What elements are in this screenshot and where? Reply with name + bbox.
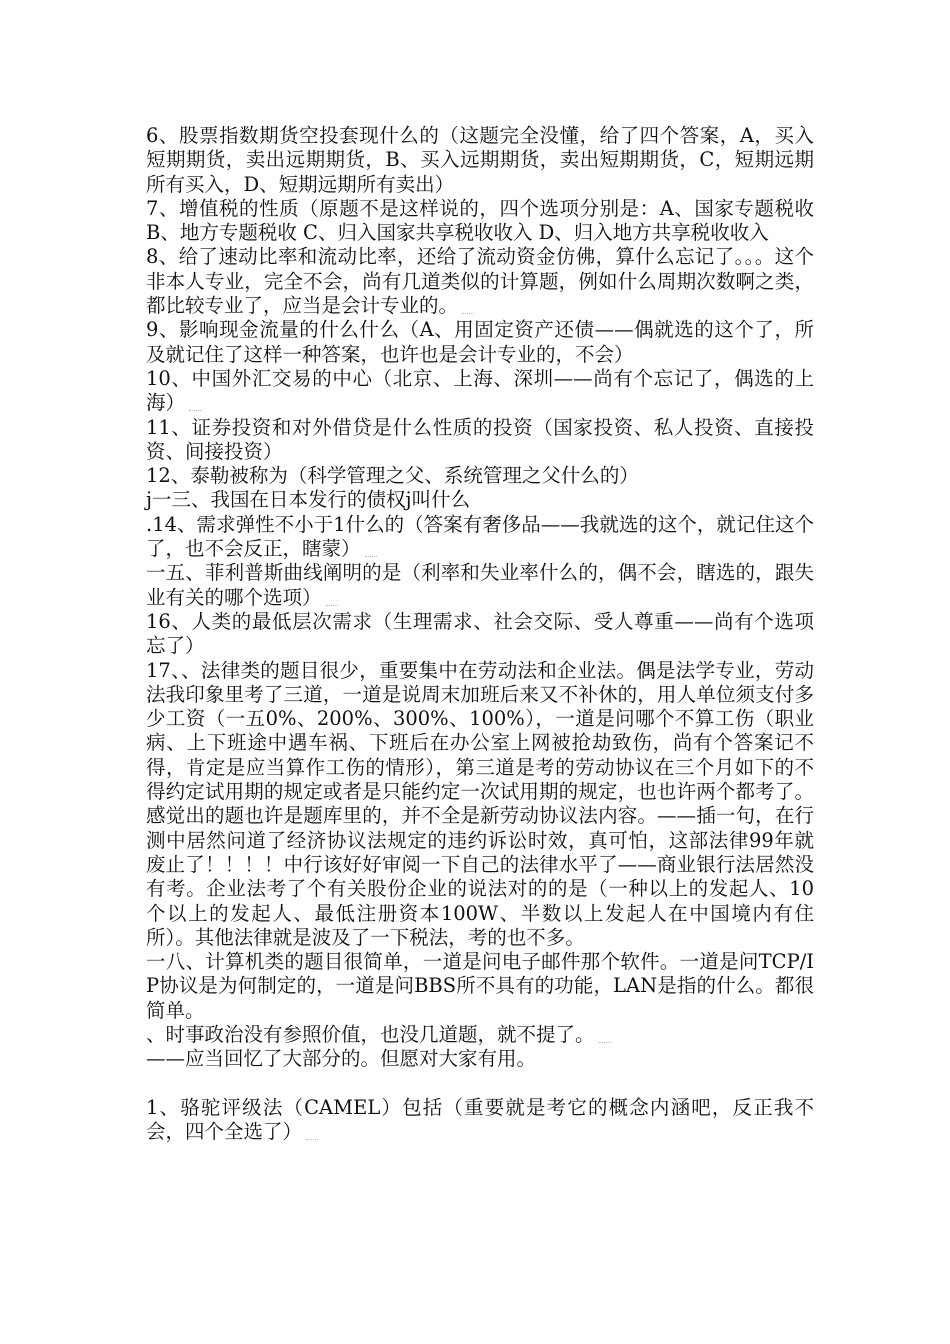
paragraph-q11: [146, 416, 814, 465]
paragraph-end-mark: [462, 312, 474, 314]
paragraph-q8: [146, 245, 814, 318]
paragraph-q9: [146, 318, 814, 367]
paragraph-q7: [146, 197, 814, 246]
paragraph-q12: [146, 464, 814, 488]
paragraph-text: .14、需求弹性不小于1什么的（答案有奢侈品——我就选的这个，就记住这个了，也不会反正，瞎蒙）: [146, 512, 814, 561]
paragraph-text: 7、增值税的性质（原题不是这样说的，四个选项分别是：A、国家专题税收 B、地方专题税收 C、归入国家共享税收收入 D、归入地方共享税收收入: [146, 196, 814, 245]
paragraph-camel: [146, 1096, 814, 1145]
blank-line: [146, 1072, 814, 1096]
paragraph-q15: [146, 561, 814, 610]
paragraph-text: j一三、我国在日本发行的债权j叫什么: [146, 488, 471, 512]
paragraph-end-mark: [326, 604, 338, 606]
paragraph-text: 12、泰勒被称为（科学管理之父、系统管理之父什么的）: [146, 464, 639, 488]
paragraph-text: 10、中国外汇交易的中心（北京、上海、深圳——尚有个忘记了，偶选的上海）: [146, 366, 814, 415]
paragraph-q10: [146, 367, 814, 416]
paragraph-q6: [146, 124, 814, 197]
paragraph-q13: [146, 488, 814, 512]
paragraph-politics: [146, 1023, 814, 1047]
document-body: [146, 124, 814, 1144]
paragraph-text: 11、证券投资和对外借贷是什么性质的投资（国家投资、私人投资、直接投资、间接投资）: [146, 415, 814, 463]
paragraph-q17: [146, 659, 814, 951]
paragraph-q18: [146, 950, 814, 1023]
paragraph-closing: [146, 1047, 814, 1071]
paragraph-end-mark: [599, 1041, 611, 1043]
paragraph-text: 17、、法律类的题目很少，重要集中在劳动法和企业法。偶是法学专业，劳动法我印象里考了三道，一道是说周末加班后来又不补休的，用人单位须支付多少工资（一五0%、200%、300%、100%），一道是问哪个不算工伤（职业病、上下班途中遇车祸、下班后在办公室上网被抢劫致伤，尚有个答案记不得，肯定是应当算作工伤的情形），第三道是考的劳动协议在三个月如下的不得约定试用期的规定或者是只能约定一次试用期的规定，也也许两个都考了。感觉出的题也许是题库里的，并不全是新劳动协议法内容。——插一句，在行测中居然问道了经济协议法规定的违约诉讼时效，真可怕，这部法律99年就废止了！！！！中行该好好审阅一下自己的法律水平了——商业银行法居然没有考。企业法考了个有关股份企业的说法对的的是（一种以上的发起人、10个以上的发起人、最低注册资本100W、半数以上发起人在中国境内有住所）。其他法律就是波及了一下税法，考的也不多。: [146, 658, 814, 949]
paragraph-text: 6、股票指数期货空投套现什么的（这题完全没懂，给了四个答案，A，买入短期期货，卖出远期期货，B、买入远期期货，卖出短期期货，C，短期远期所有买入，D、短期远期所有卖出）: [146, 124, 814, 196]
paragraph-text: 8、给了速动比率和流动比率，还给了流动资金仿佛，算什么忘记了。。。这个非本人专业，完全不会，尚有几道类似的计算题，例如什么周期次数啊之类，都比较专业了，应当是会计专业的。: [146, 245, 814, 318]
paragraph-text: 1、骆驼评级法（CAMEL）包括（重要就是考它的概念内涵吧，反正我不会，四个全选了）: [146, 1095, 814, 1143]
paragraph-end-mark: [365, 555, 377, 557]
paragraph-text: 一八、计算机类的题目很简单，一道是问电子邮件那个软件。一道是问TCP/IP协议是为何制定的，一道是问BBS所不具有的功能，LAN是指的什么。都很简单。: [146, 950, 814, 1022]
paragraph-text: 16、人类的最低层次需求（生理需求、社会交际、受人尊重——尚有个选项忘了）: [146, 609, 814, 658]
paragraph-text: 、时事政治没有参照价值，也没几道题，就不提了。: [146, 1022, 595, 1046]
paragraph-end-mark: [306, 1138, 318, 1140]
paragraph-text: 一五、菲利普斯曲线阐明的是（利率和失业率什么的，偶不会，瞎选的，跟失业有关的哪个选项）: [146, 561, 814, 609]
paragraph-end-mark: [189, 409, 201, 411]
paragraph-text: 9、影响现金流量的什么什么（A、用固定资产还债——偶就选的这个了，所及就记住了这样一种答案，也许也是会计专业的，不会）: [146, 318, 814, 366]
paragraph-q16: [146, 610, 814, 659]
paragraph-text: ——应当回忆了大部分的。但愿对大家有用。: [146, 1047, 537, 1071]
paragraph-q14: [146, 513, 814, 562]
